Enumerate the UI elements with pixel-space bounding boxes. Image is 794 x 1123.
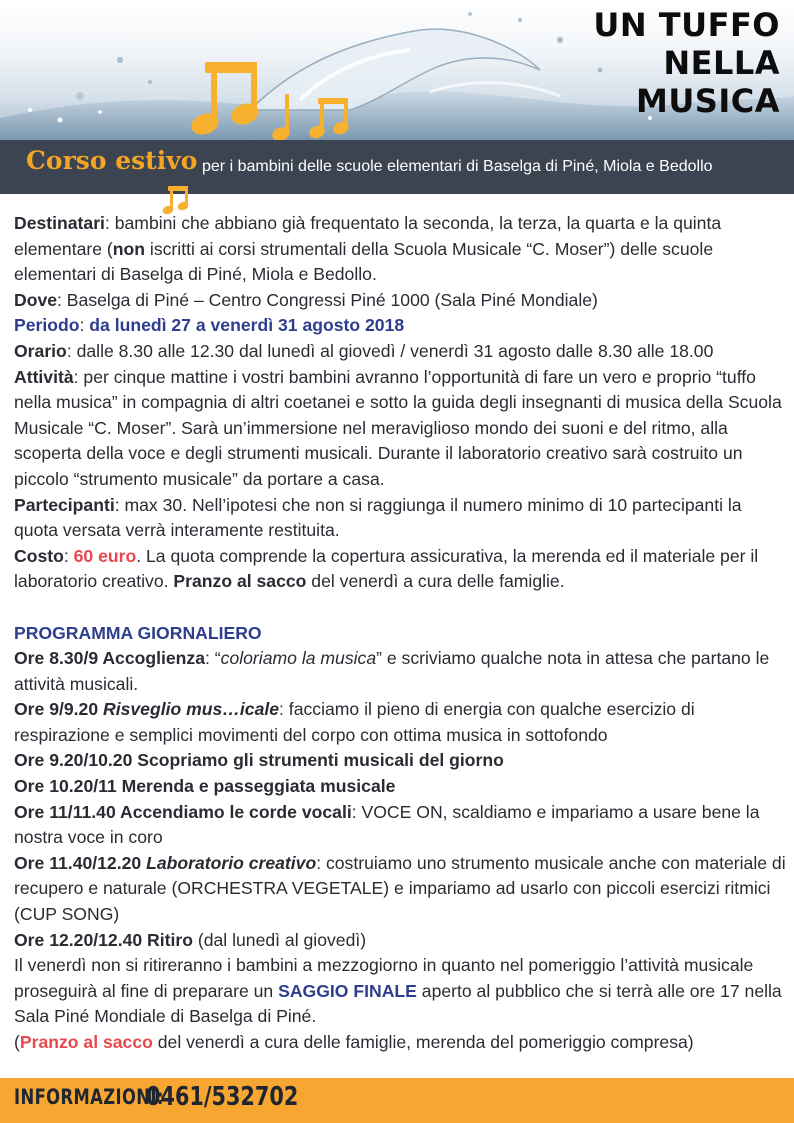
row-2-time: Ore 9/9.20 <box>14 699 104 720</box>
periodo-colon: : <box>79 315 90 336</box>
friday-paragraph <box>14 953 786 1030</box>
partecipanti-label: Partecipanti <box>14 494 115 515</box>
orario-label: Orario <box>14 340 67 361</box>
course-script-title: Corso estivo <box>26 146 198 175</box>
pranzo-bold: Pranzo al sacco <box>173 571 307 592</box>
lunch-red: Pranzo al sacco <box>19 1032 153 1052</box>
orario-text: : dalle 8.30 alle 12.30 dal lunedì al giovedì / venerdì 31 agosto dalle 8.30 alle 18.00 <box>66 340 714 361</box>
periodo-paragraph <box>14 313 786 339</box>
info-phone[interactable]: 0461/532702 <box>146 1082 299 1112</box>
programma-row-1 <box>14 646 786 697</box>
lunch-text: del venerdì a cura delle famiglie, merenda del pomeriggio compresa) <box>152 1032 694 1052</box>
partecipanti-paragraph <box>14 493 786 544</box>
info-label: INFORMAZIONI: <box>14 1085 164 1109</box>
row-2-title: Risveglio mus…icale <box>103 699 280 720</box>
row-6-time: Ore 11.40/12.20 <box>14 852 147 873</box>
partecipanti-text: : max 30. Nell’ipotesi che non si raggiunga il numero minimo di 10 partecipanti la quota versata verrà interamente restituita. <box>14 494 742 541</box>
friday-text-2: aperto al pubblico <box>416 980 561 1001</box>
row-6-title: Laboratorio creativo <box>146 852 317 873</box>
row-1-text-a: : “ <box>205 648 221 669</box>
row-5-title: Ore 11/11.40 Accendiamo le corde vocali <box>14 801 352 822</box>
row-3-title: Ore 9.20/10.20 Scopriamo gli strumenti musicali del giorno <box>14 750 504 771</box>
saggio-finale: SAGGIO FINALE <box>278 980 417 1001</box>
programma-row-4 <box>14 774 786 800</box>
dove-text: : Baselga di Piné – Centro Congressi Piné 1000 (Sala Piné Mondiale) <box>57 289 598 310</box>
attivita-text: : per cinque mattine i vostri bambini avranno l’opportunità di fare un vero e proprio “tuffo nella musica” in compagnia di altri coetanei e sotto la guida degli insegnanti di musica della Scuola Musicale “C. Moser”. Sarà un’immersione nel meraviglioso mondo dei suoni e del ritmo, alla scoperta della voce e degli strumenti musicali. Durante il laboratorio creativo sarà costruito un piccolo “strumento musicale” da portare a casa. <box>14 366 782 489</box>
attivita-label: Attività <box>14 366 74 387</box>
pranzo-text: del venerdì a cura delle famiglie. <box>306 571 565 592</box>
costo-text: . La quota comprende la copertura assicurativa, la merenda ed il materiale per il laboratorio creativo. <box>14 545 759 592</box>
costo-paragraph <box>14 544 786 595</box>
friday-text-3: che si terrà alle ore 17 nella Sala Piné Mondiale di Baselga di Piné. <box>14 980 782 1027</box>
orario-paragraph <box>14 339 786 365</box>
programma-heading: PROGRAMMA GIORNALIERO <box>14 622 262 643</box>
costo-label: Costo <box>14 545 64 566</box>
dove-label: Dove <box>14 289 58 310</box>
friday-text-1: Il venerdì non si ritireranno i bambini a mezzogiorno in quanto nel pomeriggio l’attività musicale proseguirà al fine di preparare un <box>14 955 754 1001</box>
destinatari-text-2: iscritti ai corsi strumentali della Scuola Musicale “C. Moser”) delle scuole elementari di Baselga di Piné, Miola e Bedollo. <box>14 238 714 285</box>
title-line-3: MUSICA <box>635 82 780 120</box>
programma-row-3 <box>14 748 786 774</box>
row-1-time: Ore 8.30/9 Accoglienza <box>14 648 206 669</box>
page-title <box>593 6 780 120</box>
row-5-text: : VOCE ON, scaldiamo e impariamo a usare bene la nostra voce in coro <box>14 801 760 848</box>
programma-row-6 <box>14 851 786 928</box>
programma-row-7 <box>14 928 786 954</box>
row-2-text: : facciamo il pieno di energia con qualche esercizio di respirazione e semplici movimenti del corpo con ottima musica in sottofondo <box>14 699 695 745</box>
programma-row-2 <box>14 697 786 748</box>
row-7-title: Ore 12.20/12.40 Ritiro <box>14 929 193 950</box>
periodo-label: Periodo <box>14 315 80 336</box>
title-line-2: NELLA <box>663 44 780 82</box>
title-line-1: UN TUFFO <box>593 6 780 44</box>
destinatari-paragraph <box>14 211 786 288</box>
main-content <box>14 211 786 1056</box>
programma-row-5 <box>14 800 786 851</box>
attivita-paragraph <box>14 365 786 493</box>
destinatari-label: Destinatari <box>14 213 105 233</box>
costo-colon: : <box>63 545 74 566</box>
course-audience: per i bambini delle scuole elementari di Baselga di Piné, Miola e Bedollo <box>202 158 713 175</box>
spacer <box>14 595 786 621</box>
destinatari-text-1: : bambini che abbiano già frequentato la seconda, la terza, la quarta e la quinta elementare ( <box>14 213 722 259</box>
row-7-text: (dal lunedì al giovedì) <box>192 929 367 950</box>
periodo-dates: da lunedì 27 a venerdì 31 agosto 2018 <box>89 315 405 336</box>
friday-lunch-note <box>14 1030 786 1056</box>
row-1-italic: coloriamo la musica <box>220 648 377 669</box>
dove-paragraph <box>14 288 786 314</box>
row-4-title: Ore 10.20/11 Merenda e passeggiata musicale <box>14 776 396 797</box>
row-1-text-b: ” e scriviamo qualche nota in attesa che partano le attività musicali. <box>14 648 770 694</box>
row-6-text: : costruiamo uno strumento musicale anche con materiale di recupero e naturale (ORCHESTRA VEGETALE) e impariamo ad usarlo con piccoli esercizi ritmici (CUP SONG) <box>14 852 786 925</box>
destinatari-non: non <box>112 238 146 259</box>
costo-value: 60 euro <box>73 545 137 566</box>
lunch-open-paren: ( <box>14 1032 20 1052</box>
